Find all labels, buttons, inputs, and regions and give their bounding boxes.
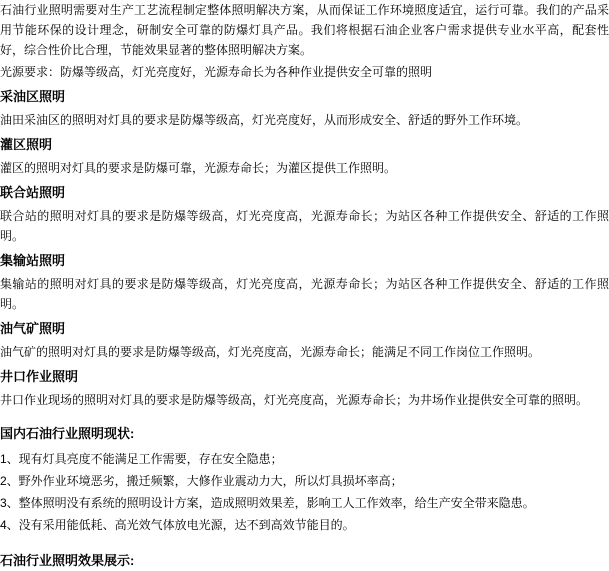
effect-heading: 石油行业照明效果展示: <box>0 553 135 568</box>
section-text-jingkouzuoye: 井口作业现场的照明对灯具的要求是防爆等级高，灯光亮度高，光源寿命长；为井场作业提供安全可靠的照明。 <box>0 393 589 407</box>
section-title-jingkouzuoye: 井口作业照明 <box>0 369 79 384</box>
list-item: 1、现有灯具亮度不能满足工作需要，存在安全隐患； <box>0 452 283 466</box>
section-title-jishuzhan: 集输站照明 <box>0 253 66 268</box>
section-title-caiyouqu: 采油区照明 <box>0 89 66 104</box>
section-text-lianhezhan: 联合站的照明对灯具的要求是防爆等级高，灯光亮度高，光源寿命长；为站区各种工作提供安全、舒适的工作照明。 <box>0 209 609 243</box>
section-text-jishuzhan: 集输站的照明对灯具的要求是防爆等级高，灯光亮度高，光源寿命长；为站区各种工作提供安全、舒适的工作照明。 <box>0 277 609 311</box>
section-text-youqikuang: 油气矿的照明对灯具的要求是防爆等级高，灯光亮度高，光源寿命长；能满足不同工作岗位工作照明。 <box>0 345 541 359</box>
light-requirement-paragraph: 光源要求：防爆等级高，灯光亮度好，光源寿命长为各种作业提供安全可靠的照明 <box>0 65 433 79</box>
section-title-lianhezhan: 联合站照明 <box>0 185 66 200</box>
list-item: 2、野外作业环境恶劣，搬迁频繁，大修作业震动力大，所以灯具损坏率高； <box>0 474 403 488</box>
list-item: 4、没有采用能低耗、高光效气体放电光源，达不到高效节能目的。 <box>0 518 355 532</box>
section-text-guanqu: 灌区的照明对灯具的要求是防爆可靠，光源寿命长；为灌区提供工作照明。 <box>0 161 397 175</box>
section-title-youqikuang: 油气矿照明 <box>0 321 66 336</box>
status-list <box>0 450 609 535</box>
section-title-guanqu: 灌区照明 <box>0 137 53 152</box>
list-item: 3、整体照明没有系统的照明设计方案，造成照明效果差，影响工人工作效率，给生产安全带来隐患。 <box>0 496 535 510</box>
section-text-caiyouqu: 油田采油区的照明对灯具的要求是防爆等级高，灯光亮度好，从而形成安全、舒适的野外工作环境。 <box>0 113 529 127</box>
status-heading: 国内石油行业照明现状: <box>0 426 135 441</box>
intro-paragraph: 石油行业照明需要对生产工艺流程制定整体照明解决方案，从而保证工作环境照度适宜，运行可靠。我们的产品采用节能环保的设计理念，研制安全可靠的防爆灯具产品。我们将根据石油企业客户需求提供专业水平高，配套性好，综合性价比合理，节能效果显著的整体照明解决方案。 <box>0 3 609 57</box>
